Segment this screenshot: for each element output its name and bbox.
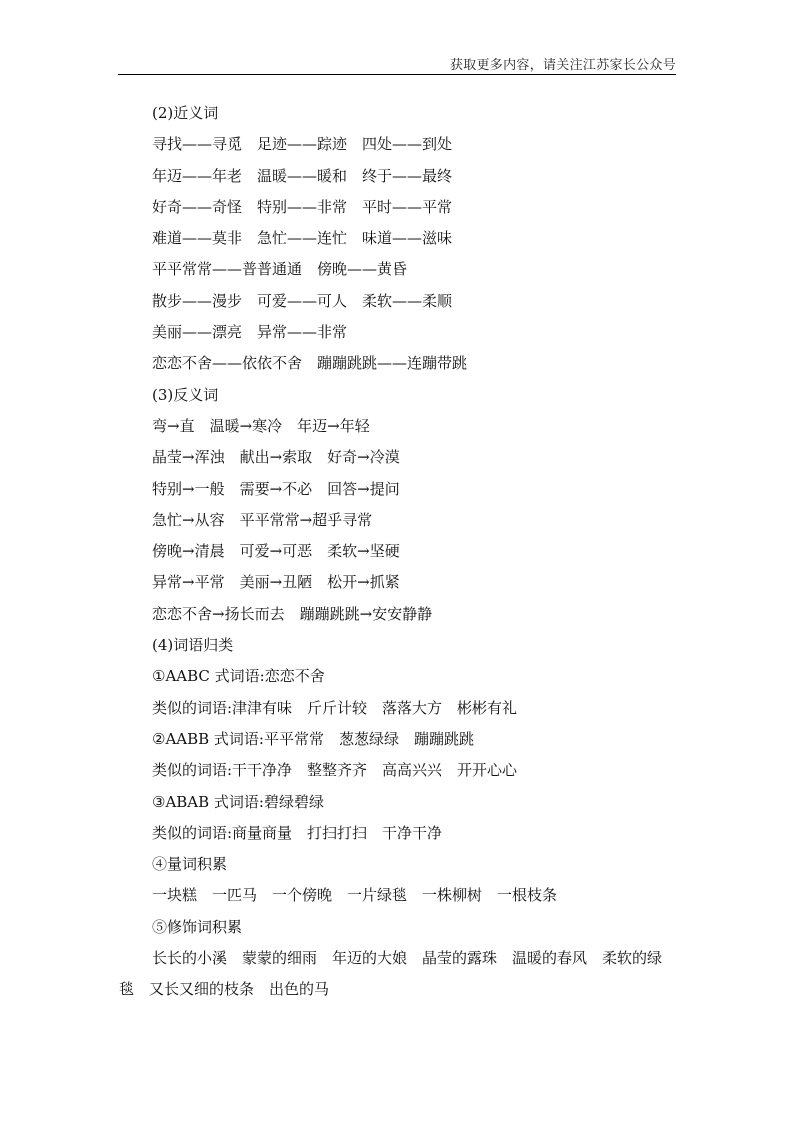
synonym-line: 寻找——寻觅 足迹——踪迹 四处——到处	[152, 135, 453, 154]
classification-line: ④量词积累	[152, 855, 228, 874]
section-title-antonyms: (3)反义词	[152, 385, 219, 404]
classification-line: ①AABC 式词语:恋恋不舍	[152, 667, 325, 686]
header-rule	[118, 74, 676, 75]
synonym-line: 美丽——漂亮 异常——非常	[152, 323, 348, 342]
antonym-line: 急忙→从容 平平常常→超乎寻常	[152, 510, 373, 529]
synonym-line: 平平常常——普普通通 傍晚——黄昏	[152, 260, 408, 279]
antonym-line: 异常→平常 美丽→丑陋 松开→抓紧	[152, 573, 400, 592]
antonym-line: 弯→直 温暖→寒冷 年迈→年轻	[152, 416, 370, 435]
header-note: 获取更多内容，请关注江苏家长公众号	[449, 58, 676, 73]
classification-line: 类似的词语:商量商量 打扫打扫 干净干净	[152, 823, 443, 842]
synonym-line: 好奇——奇怪 特别——非常 平时——平常	[152, 197, 453, 216]
classification-line: ②AABB 式词语:平平常常 葱葱绿绿 蹦蹦跳跳	[152, 729, 474, 748]
classification-line: ⑤修饰词积累	[152, 917, 243, 936]
section-title-classification: (4)词语归类	[152, 636, 234, 655]
synonym-line: 年迈——年老 温暖——暖和 终于——最终	[152, 166, 453, 185]
classification-line: 类似的词语:津津有味 斤斤计较 落落大方 彬彬有礼	[152, 698, 518, 717]
synonym-line: 难道——莫非 急忙——连忙 味道——滋味	[152, 229, 453, 248]
classification-line: 类似的词语:干干净净 整整齐齐 高高兴兴 开开心心	[152, 761, 518, 780]
antonym-line: 傍晚→清晨 可爱→可恶 柔软→坚硬	[152, 542, 400, 561]
antonym-line: 特别→一般 需要→不必 回答→提问	[152, 479, 400, 498]
classification-line: 一块糕 一匹马 一个傍晚 一片绿毯 一株柳树 一根枝条	[152, 886, 558, 905]
modifier-paragraph: 长长的小溪 蒙蒙的细雨 年迈的大娘 晶莹的露珠 温暖的春风 柔软的绿毯 又长又细的枝条 出色的马	[119, 949, 663, 999]
document-content	[119, 98, 672, 1006]
section-title-synonyms: (2)近义词	[152, 104, 219, 122]
antonym-line: 恋恋不舍→扬长而去 蹦蹦跳跳→安安静静	[152, 604, 433, 623]
synonym-line: 散步——漫步 可爱——可人 柔软——柔顺	[152, 291, 453, 310]
classification-line: ③ABAB 式词语:碧绿碧绿	[152, 792, 324, 811]
antonym-line: 晶莹→浑浊 献出→索取 好奇→冷漠	[152, 448, 400, 467]
synonym-line: 恋恋不舍——依依不舍 蹦蹦跳跳——连蹦带跳	[152, 354, 468, 373]
